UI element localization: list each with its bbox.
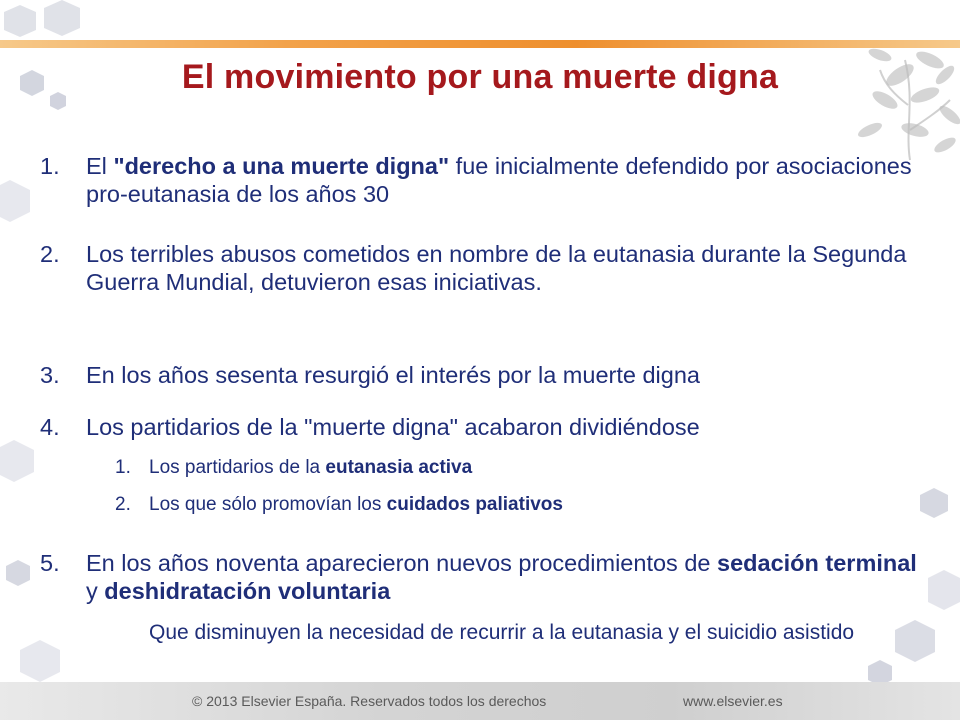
list-item-number: 2.: [40, 241, 60, 267]
list-item: [40, 413, 920, 441]
sub-list-item-number: 2.: [115, 494, 131, 515]
list-item-text: [86, 240, 920, 296]
sub-list-item: [115, 456, 915, 480]
list-item: [40, 361, 920, 389]
text-segment: y: [86, 578, 105, 604]
top-accent-bar: [0, 40, 960, 48]
footer-website: www.elsevier.es: [683, 693, 783, 709]
emphasized-text: deshidratación voluntaria: [104, 578, 391, 604]
list-item-text: [86, 549, 920, 605]
text-segment: Los terribles abusos cometidos en nombre de la eutanasia durante la Segunda Guerra Mundial, detuvieron esas iniciativas.: [86, 241, 907, 295]
list-item-text: [86, 152, 920, 208]
list-item-text: [86, 413, 920, 441]
list-item-number: 4.: [40, 414, 60, 440]
emphasized-text: sedación terminal: [717, 550, 917, 576]
text-segment: Los partidarios de la "muerte digna" acabaron dividiéndose: [86, 414, 700, 440]
text-segment: Los que sólo promovían los: [149, 494, 387, 515]
sub-list-item-text: [149, 493, 915, 517]
list-item-text: [86, 361, 920, 389]
emphasized-text: "derecho a una muerte digna": [113, 153, 450, 179]
text-segment: En los años sesenta resurgió el interés por la muerte digna: [86, 362, 700, 388]
text-segment: fue inicialmente defendido por asociaciones pro-eutanasia de los años 30: [86, 153, 912, 207]
list-item-number: 5.: [40, 550, 60, 576]
sub-list-item-text: [149, 456, 915, 480]
sub-list-item-number: 1.: [115, 457, 131, 478]
note-text: Que disminuyen la necesidad de recurrir a la eutanasia y el suicidio asistido: [149, 621, 855, 644]
slide-title: El movimiento por una muerte digna: [181, 58, 779, 96]
sub-list-item: [115, 493, 915, 517]
text-segment: En los años noventa aparecieron nuevos procedimientos de: [86, 550, 717, 576]
emphasized-text: eutanasia activa: [325, 457, 473, 478]
list-item: [40, 240, 920, 296]
list-item-number: 1.: [40, 153, 60, 179]
list-item: [40, 549, 920, 605]
footer-copyright: © 2013 Elsevier España. Reservados todos los derechos: [192, 693, 547, 709]
list-item: [40, 152, 920, 208]
text-segment: Los partidarios de la: [149, 457, 326, 478]
emphasized-text: cuidados paliativos: [386, 494, 563, 515]
list-item-number: 3.: [40, 362, 60, 388]
text-segment: El: [86, 153, 114, 179]
footer-bar: [0, 682, 960, 720]
